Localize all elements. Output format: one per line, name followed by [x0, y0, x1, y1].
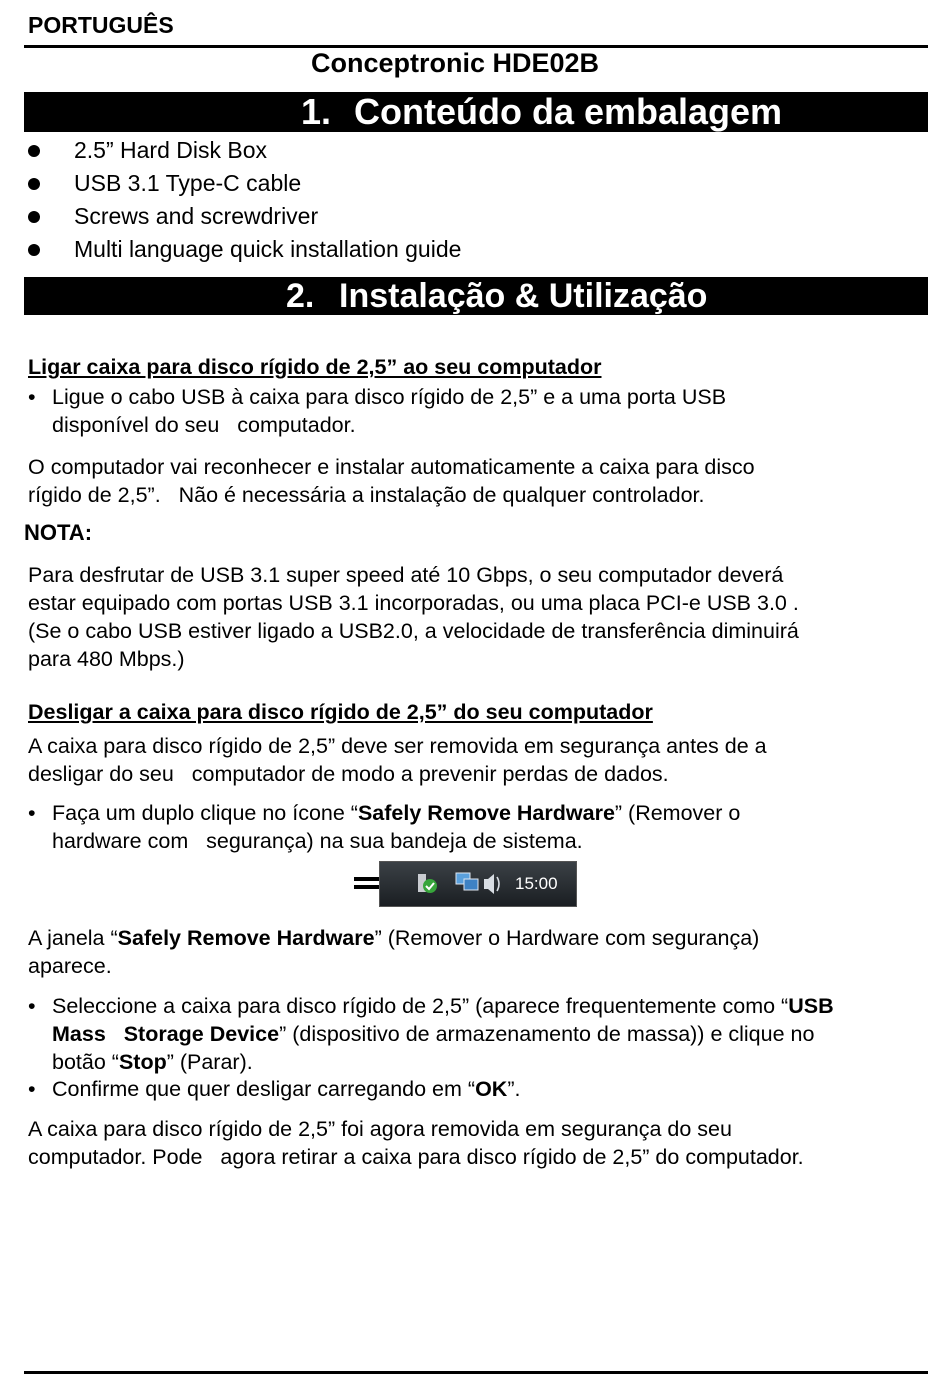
section-1-number: 1. — [301, 91, 332, 132]
list-item: 2.5” Hard Disk Box — [28, 134, 461, 167]
step-1-line-2: hardware com segurança) na sua bandeja de sistema. — [52, 829, 583, 853]
window-line-2: aparece. — [28, 954, 112, 978]
step-2-text: Seleccione a caixa para disco rígido de 2,5” (aparece frequentemente como “ — [52, 994, 789, 1018]
step-2-bold-stop: Stop — [118, 1050, 167, 1074]
connect-bullet-line-2: disponível do seu computador. — [52, 413, 356, 437]
step-2-line-3 — [52, 1048, 834, 1076]
note-paragraph — [28, 561, 799, 673]
connect-bullet-line-1: Ligue o cabo USB à caixa para disco rígido de 2,5” e a uma porta USB — [52, 385, 727, 409]
window-line-1 — [28, 924, 759, 952]
connect-paragraph — [28, 453, 755, 509]
final-line-1: A caixa para disco rígido de 2,5” foi agora removida em segurança do seu — [28, 1117, 732, 1141]
section-1-title: Conteúdo da embalagem — [354, 91, 783, 132]
list-item: USB 3.1 Type-C cable — [28, 167, 461, 200]
final-paragraph — [28, 1115, 804, 1171]
step-3-bullet — [28, 1075, 520, 1103]
package-contents-list — [28, 134, 461, 266]
disconnect-heading: Desligar a caixa para disco rígido de 2,5” do seu computador — [28, 700, 653, 724]
window-text: A janela “ — [28, 926, 118, 950]
step-2-line-2 — [52, 1020, 834, 1048]
product-title: Conceptronic HDE02B — [310, 48, 600, 78]
step-3-bold-ok: OK — [475, 1077, 508, 1101]
note-line: para 480 Mbps.) — [28, 647, 185, 671]
note-line: (Se o cabo USB estiver ligado a USB2.0, a velocidade de transferência diminuirá — [28, 619, 799, 643]
bullet-icon: • — [28, 1077, 36, 1101]
note-line: Para desfrutar de USB 3.1 super speed até 10 Gbps, o seu computador deverá — [28, 563, 784, 587]
connect-heading: Ligar caixa para disco rígido de 2,5” ao seu computador — [28, 355, 602, 379]
connect-bullet — [28, 383, 726, 439]
disconnect-intro — [28, 732, 767, 788]
section-2-title: Instalação & Utilização — [339, 277, 708, 315]
section-1-bar — [24, 92, 928, 132]
bullet-icon: • — [28, 385, 36, 409]
network-icon — [456, 873, 478, 890]
step-1-bold: Safely Remove Hardware — [357, 801, 615, 825]
note-label: NOTA: — [24, 520, 93, 545]
bullet-icon: • — [28, 994, 36, 1018]
safely-remove-hardware-icon — [418, 874, 437, 893]
language-label: PORTUGUÊS — [28, 12, 174, 38]
section-2-number: 2. — [286, 277, 315, 315]
disconnect-intro-line-2: desligar do seu computador de modo a prevenir perdas de dados. — [28, 762, 669, 786]
bullet-icon: • — [28, 801, 36, 825]
connect-paragraph-line-1: O computador vai reconhecer e instalar automaticamente a caixa para disco — [28, 455, 755, 479]
list-item: Screws and screwdriver — [28, 200, 461, 233]
section-2-bar — [24, 277, 928, 315]
step-3-line — [52, 1075, 520, 1103]
step-2-bullet — [28, 992, 834, 1076]
window-bold: Safely Remove Hardware — [117, 926, 375, 950]
window-paragraph — [28, 924, 759, 980]
volume-icon — [484, 874, 499, 894]
bottom-divider — [24, 1371, 928, 1374]
step-3-text: Confirme que quer desligar carregando em “ — [52, 1077, 476, 1101]
step-1-bullet — [28, 799, 740, 855]
list-item: Multi language quick installation guide — [28, 233, 461, 266]
disconnect-intro-line-1: A caixa para disco rígido de 2,5” deve ser removida em segurança antes de a — [28, 734, 767, 758]
window-text-end: ” (Remover o Hardware com segurança) — [374, 926, 760, 950]
note-line: estar equipado com portas USB 3.1 incorporadas, ou uma placa PCI-e USB 3.0 . — [28, 591, 799, 615]
step-1-line-1 — [52, 799, 740, 827]
system-tray-image — [379, 861, 577, 907]
step-1-text: Faça um duplo clique no ícone “ — [52, 801, 358, 825]
step-2-bold-device: Mass Storage Device — [52, 1022, 280, 1046]
step-1-text-end: ” (Remover o — [614, 801, 741, 825]
connect-paragraph-line-2: rígido de 2,5”. Não é necessária a instalação de qualquer controlador. — [28, 483, 705, 507]
step-3-text-end: ”. — [507, 1077, 521, 1101]
step-2-text-end: ” (Parar). — [166, 1050, 253, 1074]
step-2-line-1 — [52, 992, 834, 1020]
step-2-text-button: botão “ — [52, 1050, 119, 1074]
clock-time: 15:00 — [515, 874, 558, 893]
final-line-2: computador. Pode agora retirar a caixa para disco rígido de 2,5” do computador. — [28, 1145, 804, 1169]
step-2-text-mid: ” (dispositivo de armazenamento de massa)) e clique no — [279, 1022, 815, 1046]
step-2-bold-usb: USB — [788, 994, 834, 1018]
